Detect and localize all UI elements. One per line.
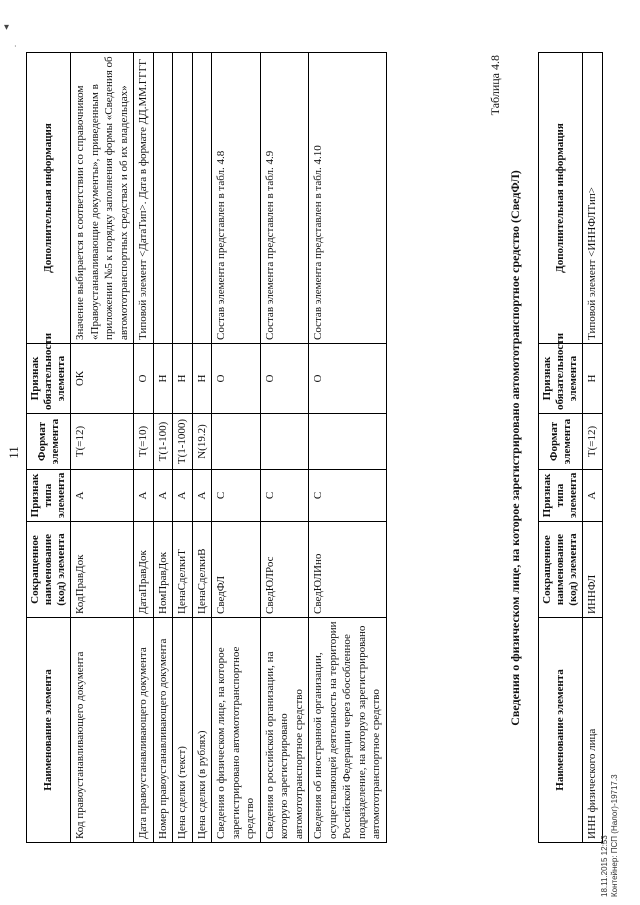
cell-info: Состав элемента представлен в табл. 4.10 — [309, 53, 387, 344]
cell-code: ЦенаСделкиТ — [173, 522, 193, 618]
cell-code: СведЮЛИно — [309, 522, 387, 618]
cell-name: Сведения о российской организации, на которую зарегистрировано автомототранспортное средство — [260, 618, 309, 843]
table-row — [134, 53, 154, 843]
cell-code: НомПравДок — [153, 522, 173, 618]
cell-code: ДатаПравДок — [134, 522, 154, 618]
cell-required: О — [212, 344, 261, 414]
cell-name: ИНН физического лица — [583, 618, 603, 843]
cell-required: О — [309, 344, 387, 414]
cell-required: Н — [583, 344, 603, 414]
table-row — [212, 53, 261, 843]
scan-speck: · — [14, 42, 17, 51]
cell-name: Цена сделки (в рублях) — [192, 618, 212, 843]
cell-format: T(1-1000) — [173, 414, 193, 470]
cell-format — [309, 414, 387, 470]
table-row — [583, 53, 603, 843]
cell-info — [192, 53, 212, 344]
table-title: Сведения о физическом лице, на которое зарегистрировано автомототранспортное средство (СведФЛ) — [508, 170, 522, 726]
margin-meta — [600, 774, 620, 897]
cell-name: Код правоустанавливающего документа — [71, 618, 134, 843]
cell-type: А — [71, 470, 134, 522]
cell-type: С — [260, 470, 309, 522]
cell-info — [153, 53, 173, 344]
cell-required: ОК — [71, 344, 134, 414]
cell-format: T(=10) — [134, 414, 154, 470]
cell-format — [212, 414, 261, 470]
cell-name: Цена сделки (текст) — [173, 618, 193, 843]
cell-code: КодПравДок — [71, 522, 134, 618]
cell-code: СведФЛ — [212, 522, 261, 618]
table-header-row — [27, 53, 71, 843]
cell-info: Типовой элемент <ИННФЛТип> — [583, 53, 603, 344]
cell-info: Значение выбирается в соответствии со справочником «Правоустанавливающие документы», приведенным в приложении №5 к порядку заполнения формы «Сведения об автомототранспортных средствах и об их владельцах» — [71, 53, 134, 344]
table-header-row — [539, 53, 583, 843]
cell-name: Сведения об иностранной организации, осуществляющей деятельность на территории Российской Федерации через обособленное подразделение, на которую зарегистрировано автомототранспортное средство — [309, 618, 387, 843]
header-info: Дополнительная информация — [27, 53, 71, 344]
table-row — [192, 53, 212, 843]
meta-container: Контейнер: ПСП (Налог)-19717.3 — [610, 774, 619, 897]
header-type: Признак типа элемента — [539, 470, 583, 522]
header-code: Сокращенное наименование (код) элемента — [539, 522, 583, 618]
cell-info: Состав элемента представлен в табл. 4.9 — [260, 53, 309, 344]
table-row — [153, 53, 173, 843]
header-name: Наименование элемента — [539, 618, 583, 843]
cell-name: Сведения о физическом лице, на которое зарегистрировано автомототранспортное средство — [212, 618, 261, 843]
cell-format: N(19.2) — [192, 414, 212, 470]
cell-code: ИННФЛ — [583, 522, 603, 618]
header-type: Признак типа элемента — [27, 470, 71, 522]
cell-name: Номер правоустанавливающего документа — [153, 618, 173, 843]
table-row — [260, 53, 309, 843]
header-info: Дополнительная информация — [539, 53, 583, 344]
cell-required: О — [134, 344, 154, 414]
table-row — [71, 53, 134, 843]
cell-format: T(=12) — [71, 414, 134, 470]
cell-code: ЦенаСделкиВ — [192, 522, 212, 618]
cell-format — [260, 414, 309, 470]
table-caption: Таблица 4.8 — [488, 55, 502, 116]
cell-required: Н — [153, 344, 173, 414]
elements-table — [26, 52, 387, 843]
header-format: Формат элемента — [27, 414, 71, 470]
table-row — [309, 53, 387, 843]
cell-type: А — [192, 470, 212, 522]
cell-required: О — [260, 344, 309, 414]
cell-format: T(1-100) — [153, 414, 173, 470]
header-name: Наименование элемента — [27, 618, 71, 843]
cell-info: Типовой элемент <ДатаТип>. Дата в формате ДД.ММ.ГГГГ — [134, 53, 154, 344]
cell-required: Н — [192, 344, 212, 414]
cell-type: А — [153, 470, 173, 522]
header-required: Признак обязательности элемента — [539, 344, 583, 414]
meta-date: 18.11.2015 12:53 — [600, 835, 609, 897]
header-code: Сокращенное наименование (код) элемента — [27, 522, 71, 618]
cell-type: С — [212, 470, 261, 522]
cell-info: Состав элемента представлен в табл. 4.8 — [212, 53, 261, 344]
table-row — [173, 53, 193, 843]
cell-type: С — [309, 470, 387, 522]
cell-format: T(=12) — [583, 414, 603, 470]
header-format: Формат элемента — [539, 414, 583, 470]
header-required: Признак обязательности элемента — [27, 344, 71, 414]
cell-info — [173, 53, 193, 344]
cell-type: А — [583, 470, 603, 522]
cell-type: А — [173, 470, 193, 522]
cell-name: Дата правоустанавливающего документа — [134, 618, 154, 843]
page-number: 11 — [6, 446, 21, 459]
svedfl-table — [538, 52, 603, 843]
cell-code: СведЮЛРос — [260, 522, 309, 618]
cell-required: Н — [173, 344, 193, 414]
scan-speck: ▾ — [4, 22, 10, 33]
cell-type: А — [134, 470, 154, 522]
